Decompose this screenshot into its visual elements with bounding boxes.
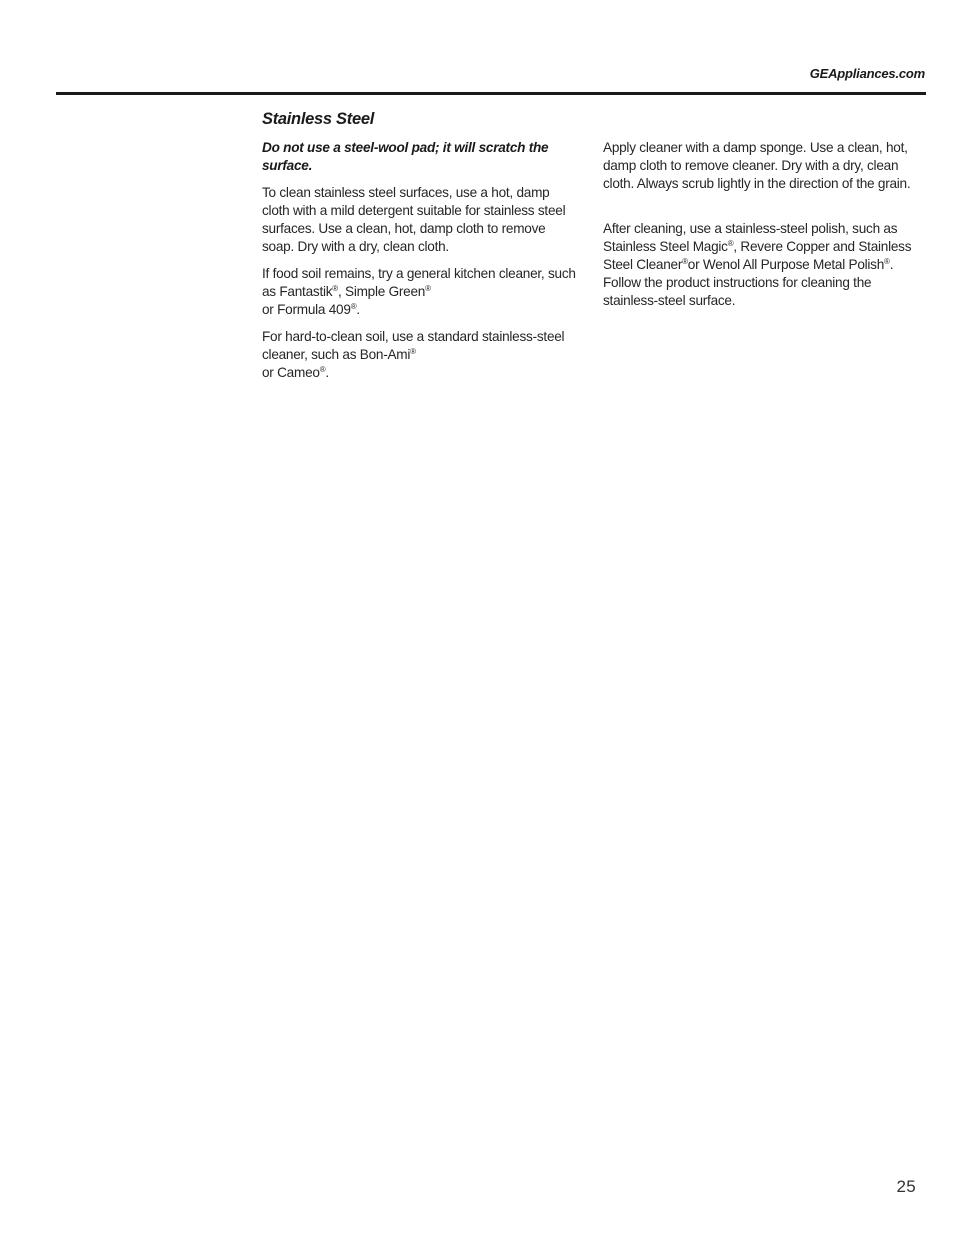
section-title: Stainless Steel bbox=[262, 110, 374, 128]
cleaning-paragraph-2 bbox=[262, 265, 580, 319]
paragraph-5-text-a: After cleaning, use a stainless-steel polish, such as Stainless Steel Magic bbox=[603, 221, 898, 254]
registered-mark: ® bbox=[682, 257, 688, 266]
cleaning-paragraph-5 bbox=[603, 220, 925, 310]
site-url: GEAppliances.com bbox=[809, 66, 925, 81]
cleaning-paragraph-4: Apply cleaner with a damp sponge. Use a clean, hot, damp cloth to remove cleaner. Dry with a dry, clean cloth. Always scrub lightly in the direction of the grain. bbox=[603, 140, 911, 191]
registered-mark: ® bbox=[350, 302, 357, 311]
page-number: 25 bbox=[896, 1177, 916, 1196]
paragraph-2-period: . bbox=[356, 302, 360, 317]
paragraph-2-text-b: , Simple Green bbox=[337, 284, 426, 299]
paragraph-3-text-b: or Cameo bbox=[262, 365, 320, 380]
paragraph-2-text-a: If food soil remains, try a general kitchen cleaner, such as Fantastik bbox=[262, 266, 576, 299]
paragraph-3-text-a: For hard-to-clean soil, use a standard stainless-steel cleaner, such as Bon-Ami bbox=[262, 329, 565, 362]
header-rule bbox=[56, 92, 926, 95]
registered-mark: ® bbox=[410, 347, 416, 356]
registered-mark: ® bbox=[884, 257, 890, 266]
registered-mark: ® bbox=[425, 284, 431, 293]
paragraph-5-text-c: or Wenol All Purpose Metal Polish bbox=[687, 257, 885, 272]
registered-mark: ® bbox=[332, 284, 338, 293]
registered-mark: ® bbox=[727, 239, 734, 248]
paragraph-5-text-d: . Follow the product instructions for cleaning the stainless-steel surface. bbox=[603, 257, 894, 308]
warning-text: Do not use a steel-wool pad; it will scratch the surface. bbox=[262, 140, 549, 173]
cleaning-paragraph-1: To clean stainless steel surfaces, use a hot, damp cloth with a mild detergent suitable for stainless steel surfaces. Use a clean, hot, damp cloth to remove soap. Dry with a dry, clean cloth. bbox=[262, 185, 566, 254]
paragraph-3-period: . bbox=[325, 365, 329, 380]
cleaning-paragraph-3 bbox=[262, 328, 580, 382]
paragraph-5-text-b: , Revere Copper and Stainless Steel Cleaner bbox=[603, 239, 912, 272]
paragraph-2-text-c: or Formula 409 bbox=[262, 302, 351, 317]
registered-mark: ® bbox=[319, 365, 326, 374]
